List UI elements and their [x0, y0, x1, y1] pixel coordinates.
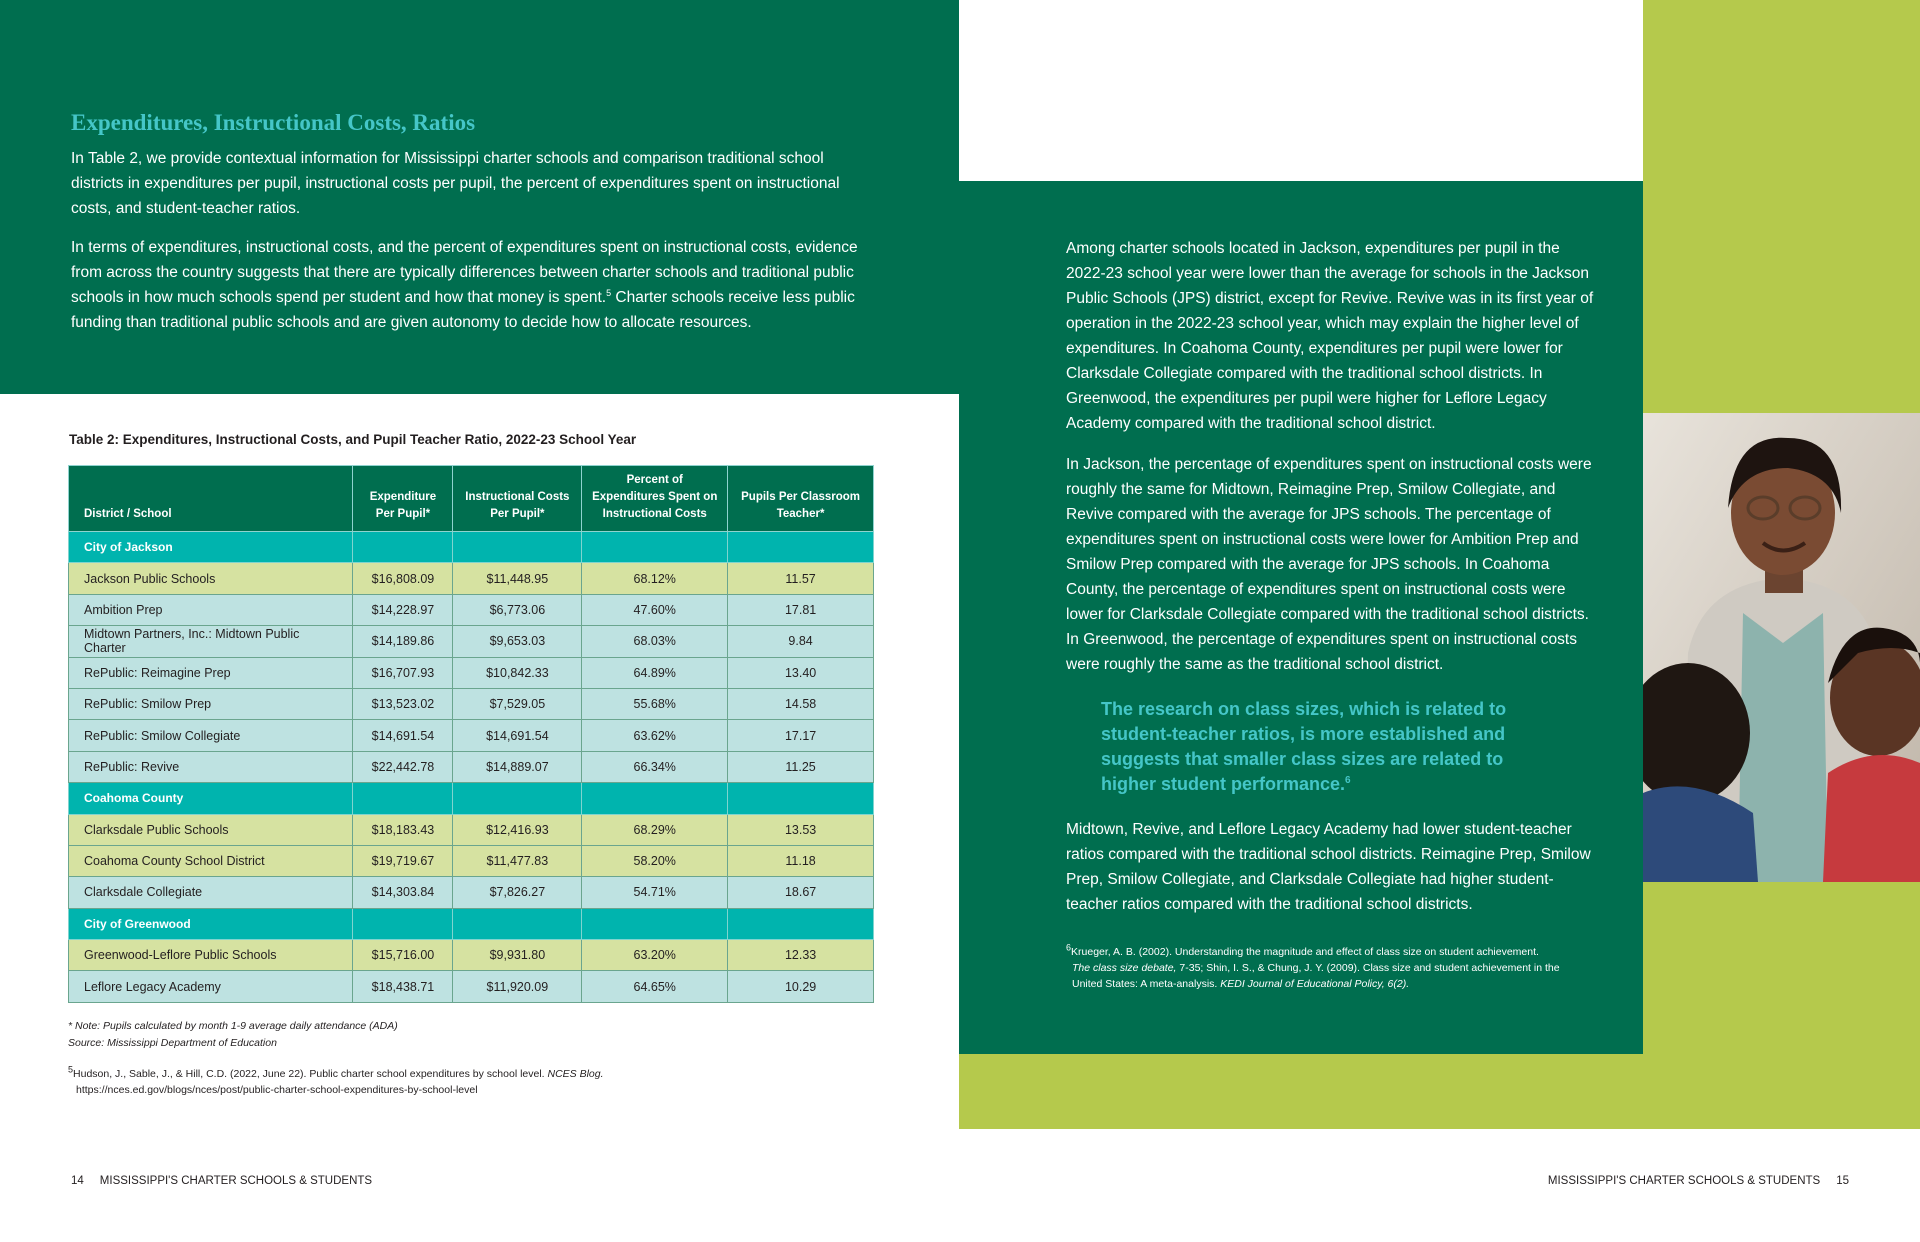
- cell-percent: 55.68%: [582, 688, 728, 719]
- footnote-5-url[interactable]: https://nces.ed.gov/blogs/nces/post/public-charter-school-expenditures-by-school-level: [76, 1084, 478, 1096]
- lime-accent-top: [1643, 0, 1920, 413]
- cell-school: Leflore Legacy Academy: [69, 971, 353, 1002]
- cell-school: RePublic: Smilow Prep: [69, 688, 353, 719]
- cell-ratio: 14.58: [728, 688, 874, 719]
- footer-right: [1548, 1175, 1849, 1187]
- footnote-6-line-3: [1072, 976, 1409, 992]
- pull-quote: [1101, 697, 1541, 797]
- footnote-6-number: 6: [1066, 942, 1072, 953]
- cell-ratio: 13.40: [728, 657, 874, 688]
- group-label: Coahoma County: [69, 783, 353, 814]
- group-row-jackson: [69, 532, 874, 563]
- cell-instructional: $12,416.93: [453, 814, 582, 845]
- table-row: [69, 657, 874, 688]
- header-instructional-costs: Instructional Costs Per Pupil*: [453, 466, 582, 532]
- cell-ratio: 18.67: [728, 877, 874, 908]
- cell-percent: 68.03%: [582, 626, 728, 657]
- cell-expenditure: $15,716.00: [353, 940, 453, 971]
- table-note: * Note: Pupils calculated by month 1-9 average daily attendance (ADA): [68, 1020, 398, 1032]
- section-title: Expenditures, Instructional Costs, Ratios: [71, 110, 476, 135]
- cell-school: Midtown Partners, Inc.: Midtown Public Charter: [69, 626, 353, 657]
- header-pupils-per-teacher: Pupils Per Classroom Teacher*: [728, 466, 874, 532]
- footer-left: [71, 1175, 372, 1187]
- cell-percent: 64.89%: [582, 657, 728, 688]
- cell-expenditure: $16,808.09: [353, 563, 453, 594]
- group-row-coahoma: [69, 783, 874, 814]
- table-row: [69, 720, 874, 751]
- cell-instructional: $14,889.07: [453, 751, 582, 782]
- footnote-6: [1066, 944, 1539, 960]
- table-row: [69, 814, 874, 845]
- cell-instructional: $7,529.05: [453, 688, 582, 719]
- table-row: [69, 940, 874, 971]
- pull-quote-text: The research on class sizes, which is related to student-teacher ratios, is more established and suggests that smaller class sizes are related to higher student performance.: [1101, 699, 1507, 794]
- intro-paragraph-2-tail: Charter schools receive less public funding than traditional public schools and are given autonomy to decide how to allocate resources.: [71, 289, 855, 331]
- table-row: [69, 688, 874, 719]
- right-paragraph-2: In Jackson, the percentage of expenditures spent on instructional costs were roughly the same for Midtown, Reimagine Prep, Smilow Collegiate, and Revive compared with the average for JPS schools. The percentage of expenditures spent on instructional costs were lower for Ambition Prep and Smilow Prep compared with the average for JPS schools. In Coahoma County, the percentage of expenditures spent on instructional costs were lower for Clarksdale Collegiate compared with the traditional school districts. In Greenwood, the percentage of expenditures spent on instructional costs were roughly the same as the traditional school district.: [1066, 456, 1592, 673]
- cell-ratio: 12.33: [728, 940, 874, 971]
- cell-instructional: $10,842.33: [453, 657, 582, 688]
- cell-expenditure: $14,228.97: [353, 594, 453, 625]
- right-paragraph-1: Among charter schools located in Jackson, expenditures per pupil in the 2022-23 school year were lower than the average for schools in the Jackson Public Schools (JPS) district, except for Revive. Revive was in its first year of operation in the 2022-23 school year, which may explain the higher level of expenditures. In Coahoma County, expenditures per pupil were lower for Clarksdale Collegiate compared with the traditional school districts. In Greenwood, the expenditures per pupil were higher for Leflore Legacy Academy compared with the traditional school district.: [1066, 240, 1594, 432]
- group-row-greenwood: [69, 908, 874, 939]
- footnote-6-italic-b: The class size debate,: [1072, 962, 1177, 974]
- cell-ratio: 17.17: [728, 720, 874, 751]
- group-label: City of Greenwood: [69, 908, 353, 939]
- cell-school: Clarksdale Public Schools: [69, 814, 353, 845]
- cell-percent: 54.71%: [582, 877, 728, 908]
- cell-expenditure: $18,183.43: [353, 814, 453, 845]
- cell-expenditure: $22,442.78: [353, 751, 453, 782]
- cell-percent: 63.62%: [582, 720, 728, 751]
- lime-accent-bottom: [1643, 882, 1920, 1129]
- table-header-row: [69, 466, 874, 532]
- intro-paragraph-1: In Table 2, we provide contextual information for Mississippi charter schools and comparison traditional school districts in expenditures per pupil, instructional costs per pupil, the percent of expenditures spent on instructional costs, and student-teacher ratios.: [71, 150, 840, 217]
- table-row: [69, 751, 874, 782]
- cell-instructional: $9,931.80: [453, 940, 582, 971]
- cell-expenditure: $16,707.93: [353, 657, 453, 688]
- lime-accent-under-panel: [959, 1054, 1643, 1129]
- footnote-5-italic: NCES Blog.: [547, 1068, 604, 1080]
- table-row: [69, 626, 874, 657]
- cell-expenditure: $19,719.67: [353, 845, 453, 876]
- cell-instructional: $7,826.27: [453, 877, 582, 908]
- header-percent-instructional: Percent of Expenditures Spent on Instructional Costs: [582, 466, 728, 532]
- cell-expenditure: $14,303.84: [353, 877, 453, 908]
- cell-instructional: $11,477.83: [453, 845, 582, 876]
- cell-expenditure: $14,691.54: [353, 720, 453, 751]
- cell-instructional: $11,920.09: [453, 971, 582, 1002]
- cell-school: Jackson Public Schools: [69, 563, 353, 594]
- cell-school: Greenwood-Leflore Public Schools: [69, 940, 353, 971]
- cell-ratio: 17.81: [728, 594, 874, 625]
- cell-instructional: $11,448.95: [453, 563, 582, 594]
- table-row: [69, 845, 874, 876]
- right-paragraph-3: Midtown, Revive, and Leflore Legacy Academy had lower student-teacher ratios compared with the traditional school districts. Reimagine Prep, Smilow Prep, Smilow Collegiate, and Clarksdale Collegiate had higher student-teacher ratios compared with the traditional school districts.: [1066, 821, 1591, 913]
- photo-illustration: [1643, 413, 1920, 882]
- footnote-6-text-a: Krueger, A. B. (2002). Understanding the magnitude and effect of class size on student achievement.: [1071, 946, 1539, 958]
- table-title: Table 2: Expenditures, Instructional Costs, and Pupil Teacher Ratio, 2022-23 School Year: [69, 432, 637, 447]
- table-row: [69, 594, 874, 625]
- footnote-5: [68, 1066, 604, 1082]
- header-district-school: District / School: [69, 466, 353, 532]
- cell-instructional: $6,773.06: [453, 594, 582, 625]
- cell-percent: 58.20%: [582, 845, 728, 876]
- footnote-6-text-b: 7-35; Shin, I. S., & Chung, J. Y. (2009). Class size and student achievement in the: [1176, 962, 1560, 974]
- cell-ratio: 11.57: [728, 563, 874, 594]
- cell-school: Coahoma County School District: [69, 845, 353, 876]
- cell-ratio: 9.84: [728, 626, 874, 657]
- intro-paragraph-2-text: In terms of expenditures, instructional costs, and the percent of expenditures spent on instructional costs, evidence from across the country suggests that there are typically differences between charter schools and traditional public schools in how much schools spend per student and how that money is spent.: [71, 239, 858, 306]
- footnote-6-italic-c: KEDI Journal of Educational Policy, 6(2).: [1220, 978, 1410, 990]
- cell-expenditure: $14,189.86: [353, 626, 453, 657]
- cell-instructional: $14,691.54: [453, 720, 582, 751]
- cell-school: Ambition Prep: [69, 594, 353, 625]
- cell-percent: 68.12%: [582, 563, 728, 594]
- cell-school: Clarksdale Collegiate: [69, 877, 353, 908]
- table-row: [69, 563, 874, 594]
- cell-school: RePublic: Revive: [69, 751, 353, 782]
- cell-instructional: $9,653.03: [453, 626, 582, 657]
- cell-ratio: 13.53: [728, 814, 874, 845]
- group-label: City of Jackson: [69, 532, 353, 563]
- footnote-5-text: Hudson, J., Sable, J., & Hill, C.D. (2022, June 22). Public charter school expenditures by school level.: [73, 1068, 548, 1080]
- page-number-right: 15: [1836, 1175, 1849, 1187]
- teacher-students-photo: [1643, 413, 1920, 882]
- cell-percent: 66.34%: [582, 751, 728, 782]
- footnote-6-line-2: [1072, 960, 1560, 976]
- cell-percent: 64.65%: [582, 971, 728, 1002]
- cell-expenditure: $18,438.71: [353, 971, 453, 1002]
- cell-ratio: 11.18: [728, 845, 874, 876]
- publication-name-right: MISSISSIPPI'S CHARTER SCHOOLS & STUDENTS: [1547, 1175, 1821, 1187]
- intro-paragraph-2: [71, 235, 861, 335]
- cell-percent: 63.20%: [582, 940, 728, 971]
- publication-name-left: MISSISSIPPI'S CHARTER SCHOOLS & STUDENTS: [99, 1175, 373, 1187]
- cell-percent: 68.29%: [582, 814, 728, 845]
- page-number-left: 14: [71, 1175, 84, 1187]
- table-row: [69, 877, 874, 908]
- cell-ratio: 11.25: [728, 751, 874, 782]
- cell-school: RePublic: Reimagine Prep: [69, 657, 353, 688]
- footnote-6-text-c: United States: A meta-analysis.: [1072, 978, 1221, 990]
- table-source: Source: Mississippi Department of Education: [68, 1037, 277, 1049]
- header-expenditure: Expenditure Per Pupil*: [353, 466, 453, 532]
- cell-percent: 47.60%: [582, 594, 728, 625]
- cell-school: RePublic: Smilow Collegiate: [69, 720, 353, 751]
- cell-expenditure: $13,523.02: [353, 688, 453, 719]
- footnote-ref-6[interactable]: 6: [1345, 775, 1351, 786]
- expenditures-table: [68, 465, 874, 1003]
- footnote-5-number: 5: [68, 1064, 74, 1075]
- footnote-ref-5[interactable]: 5: [606, 287, 612, 298]
- table-row: [69, 971, 874, 1002]
- cell-ratio: 10.29: [728, 971, 874, 1002]
